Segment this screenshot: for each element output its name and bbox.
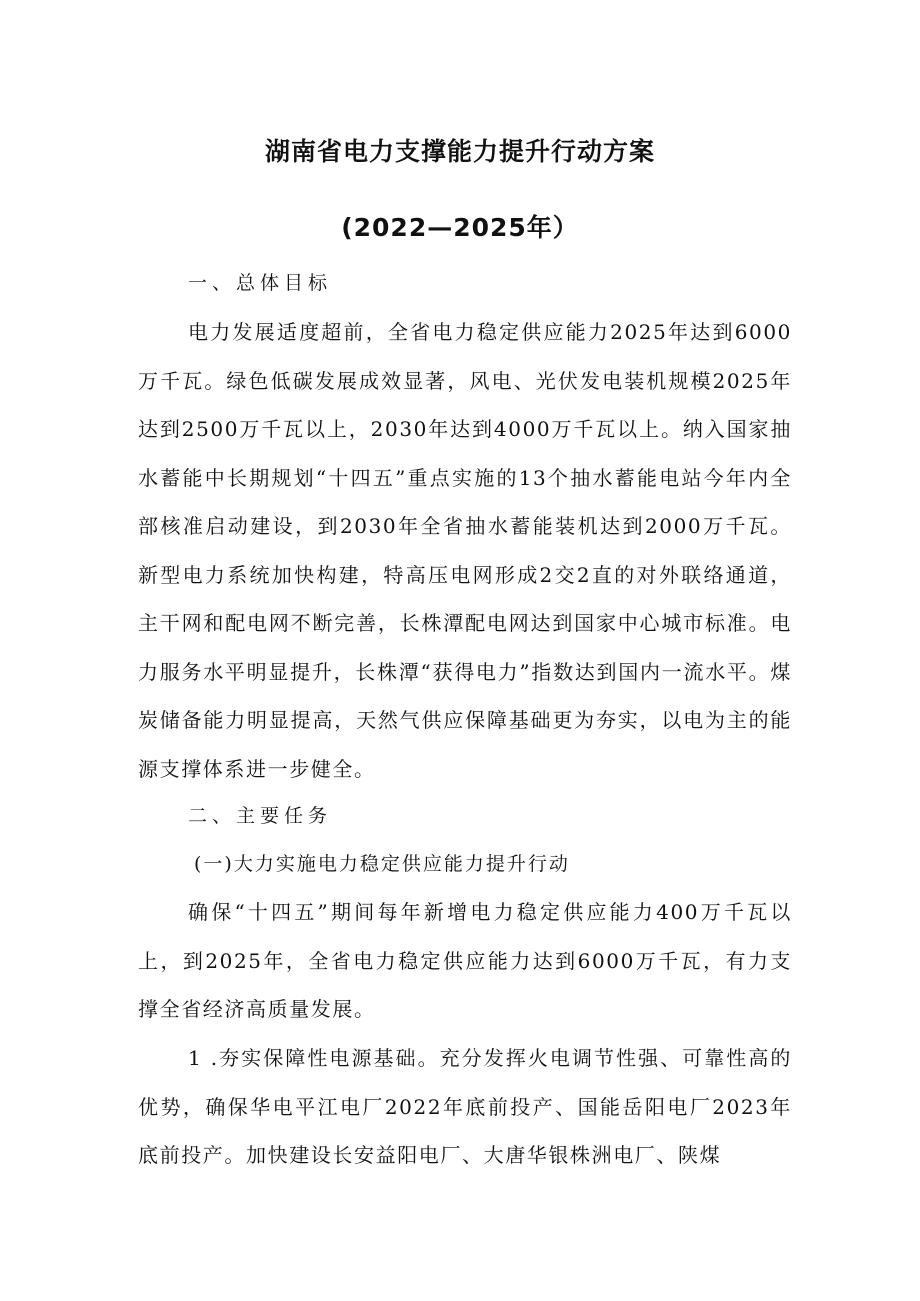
document-subtitle: (2022—2025年） [341,213,579,242]
section-heading-tasks: 二、主要任务 [188,805,333,827]
section-heading-goals: 一、总体目标 [188,272,333,294]
paragraph-item-1: 1 .夯实保障性电源基础。充分发挥火电调节性强、可靠性高的优势，确保华电平江电厂2022年底前投产、国能岳阳电厂2023年底前投产。加快建设长安益阳电厂、大唐华银株洲电厂、陕煤 [138,1046,792,1167]
paragraph-supply: 确保“十四五”期间每年新增电力稳定供应能力400万千瓦以上，到2025年，全省电力稳定供应能力达到6000万千瓦，有力支撑全省经济高质量发展。 [138,900,792,1021]
document-title: 湖南省电力支撑能力提升行动方案 [264,137,655,166]
subsection-heading-supply: (一)大力实施电力稳定供应能力提升行动 [194,853,570,875]
paragraph-goals: 电力发展适度超前，全省电力稳定供应能力2025年达到6000万千瓦。绿色低碳发展成效显著，风电、光伏发电装机规模2025年达到2500万千瓦以上，2030年达到4000万千瓦以上。纳入国家抽水蓄能中长期规划“十四五”重点实施的13个抽水蓄能电站今年内全部核准启动建设，到2030年全省抽水蓄能装机达到2000万千瓦。新型电力系统加快构建，特高压电网形成2交2直的对外联络通道，主干网和配电网不断完善，长株潭配电网达到国家中心城市标准。电力服务水平明显提升，长株潭“获得电力”指数达到国内一流水平。煤炭储备能力明显提高，天然气供应保障基础更为夯实，以电为主的能源支撑体系进一步健全。 [138,320,792,781]
